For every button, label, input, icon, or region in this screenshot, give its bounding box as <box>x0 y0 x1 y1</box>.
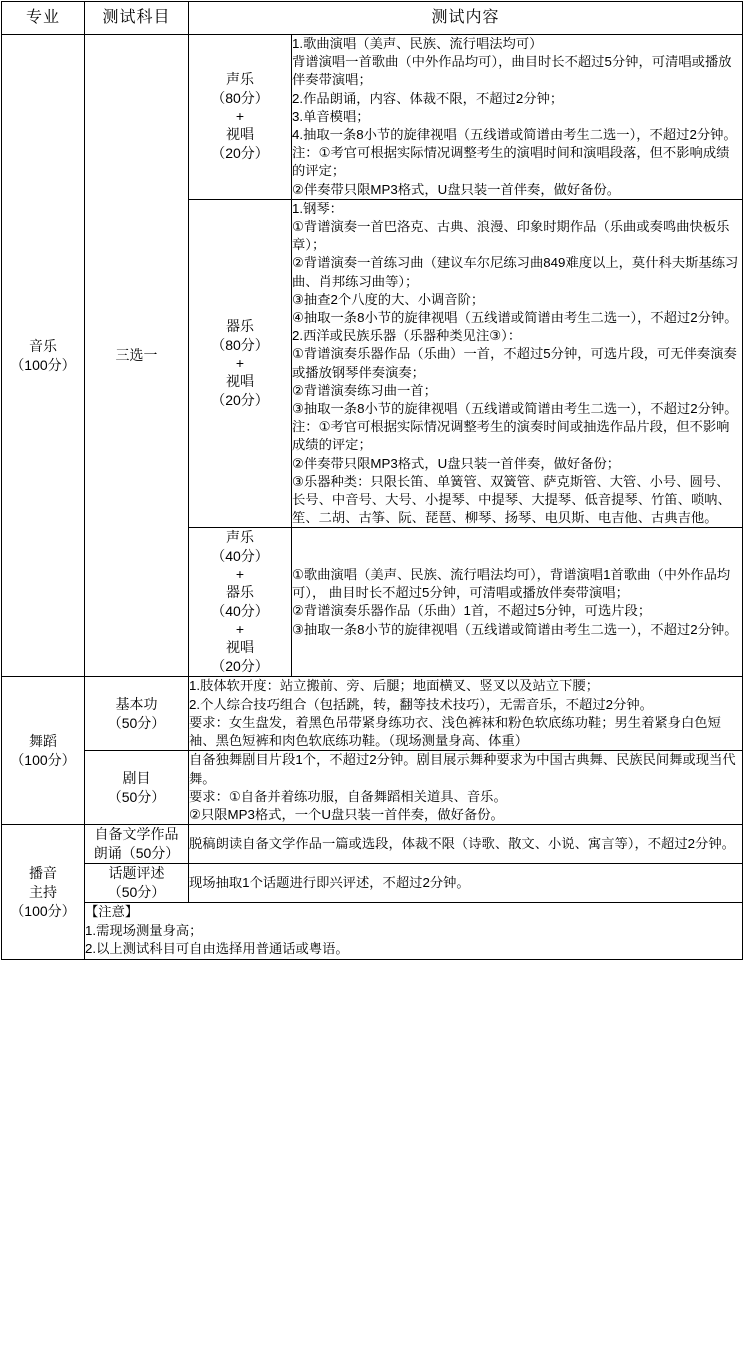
option-label-instrumental: 器乐 （80分） + 视唱 （20分） <box>189 199 292 528</box>
major-cell-music <box>2 35 85 677</box>
table-row-broadcast-recitation <box>2 825 743 864</box>
option-label-vocal: 声乐 （80分） + 视唱 （20分） <box>189 35 292 200</box>
subject-label-dance-repertoire: 剧目 （50分） <box>85 751 189 825</box>
major-cell-broadcast: 播音 主持 （100分） <box>2 825 85 960</box>
major-score-music: （100分） <box>10 356 76 373</box>
table-header-row <box>2 2 743 35</box>
major-score-dance: （100分） <box>10 751 76 768</box>
major-name-dance: 舞蹈 <box>29 732 57 749</box>
content-cell-instrumental: 1.钢琴： ①背谱演奏一首巴洛克、古典、浪漫、印象时期作品（乐曲或奏鸣曲快板乐章）； ②背谱演奏一首练习曲（建议车尔尼练习曲849难度以上，莫什科夫斯基练习曲、肖邦练习曲等）； ③抽查2个八度的大、小调音阶； ④抽取一条8小节的旋律视唱（五线谱或简谱由考生二选一），不超过2分钟。 2.西洋或民族乐器（乐器种类见注③）： ①背谱演奏乐器作品（乐曲）一首，不超过5分钟，可选片段，可无伴奏演奏或播放钢琴伴奏演奏； ②背谱演奏练习曲一首； ③抽取一条8小节的旋律视唱（五线谱或简谱由考生二选一），不超过2分钟。 注：①考官可根据实际情况调整考生的演奏时间或抽选作品片段，但不影响成绩的评定； ②伴奏带只限MP3格式，U盘只装一首伴奏，做好备份； ③乐器种类：只限长笛、单簧管、双簧管、萨克斯管、大管、小号、圆号、长号、中音号、大号、小提琴、中提琴、大提琴、低音提琴、竹笛、唢呐、笙、二胡、古筝、阮、琵琶、柳琴、扬琴、电贝斯、电吉他、古典吉他。 <box>292 199 743 528</box>
subject-label-broadcast-recitation: 自备文学作品 朗诵（50分） <box>85 825 189 864</box>
table-row-dance-repertoire <box>2 751 743 825</box>
subject-label-dance-basic: 基本功 （50分） <box>85 677 189 751</box>
notes-line-2: 2.以上测试科目可自由选择用普通话或粤语。 <box>85 941 349 957</box>
content-cell-dance-basic: 1.肢体软开度：站立搬前、旁、后腿；地面横叉、竖叉以及站立下腰； 2.个人综合技巧组合（包括跳，转，翻等技术技巧），无需音乐，不超过2分钟。 要求：女生盘发，着黑色吊带紧身练功衣、浅色裤袜和粉色软底练功鞋；男生着紧身白色短袖、黑色短裤和肉色软底练功鞋。（现场测量身高、体重） <box>189 677 743 751</box>
header-content: 测试内容 <box>189 2 743 35</box>
subject-cell-music <box>85 35 189 677</box>
subject-label-music: 三选一 <box>115 347 158 364</box>
option-label-combined: 声乐 （40分） + 器乐 （40分） + 视唱 （20分） <box>189 528 292 677</box>
content-cell-broadcast-commentary: 现场抽取1个话题进行即兴评述，不超过2分钟。 <box>189 864 743 903</box>
major-name-music: 音乐 <box>29 337 57 354</box>
table-row-dance-basic <box>2 677 743 751</box>
content-cell-dance-repertoire: 自备独舞剧目片段1个，不超过2分钟。剧目展示舞种要求为中国古典舞、民族民间舞或现当代舞。 要求：①自备并着练功服，自备舞蹈相关道具、音乐。 ②只限MP3格式，一个U盘只装一首伴奏，做好备份。 <box>189 751 743 825</box>
content-cell-combined: ①歌曲演唱（美声、民族、流行唱法均可），背谱演唱1首歌曲（中外作品均可）， 曲目时长不超过5分钟，可清唱或播放伴奏带演唱； ②背谱演奏乐器作品（乐曲）1首，不超过5分钟，可选片段； ③抽取一条8小节的旋律视唱（五线谱或简谱由考生二选一），不超过2分钟。 <box>292 528 743 677</box>
notes-line-1: 1.需现场测量身高； <box>85 922 203 938</box>
header-major: 专业 <box>2 2 85 35</box>
major-cell-dance <box>2 677 85 825</box>
table-row-music-vocal <box>2 35 743 200</box>
header-subject: 测试科目 <box>85 2 189 35</box>
notes-cell <box>85 903 743 960</box>
content-cell-broadcast-recitation: 脱稿朗读自备文学作品一篇或选段，体裁不限（诗歌、散文、小说、寓言等），不超过2分钟。 <box>189 825 743 864</box>
notes-title: 【注意】 <box>85 904 139 920</box>
table-row-notes <box>2 903 743 960</box>
subject-label-broadcast-commentary: 话题评述 （50分） <box>85 864 189 903</box>
exam-requirements-table <box>1 1 743 960</box>
content-cell-vocal: 1.歌曲演唱（美声、民族、流行唱法均可） 背谱演唱一首歌曲（中外作品均可），曲目时长不超过5分钟，可清唱或播放伴奏带演唱； 2.作品朗诵，内容、体裁不限，不超过2分钟； 3.单音模唱； 4.抽取一条8小节的旋律视唱（五线谱或简谱由考生二选一），不超过2分钟。 注：①考官可根据实际情况调整考生的演唱时间和演唱段落，但不影响成绩的评定； ②伴奏带只限MP3格式，U盘只装一首伴奏，做好备份。 <box>292 35 743 200</box>
table-row-broadcast-commentary <box>2 864 743 903</box>
